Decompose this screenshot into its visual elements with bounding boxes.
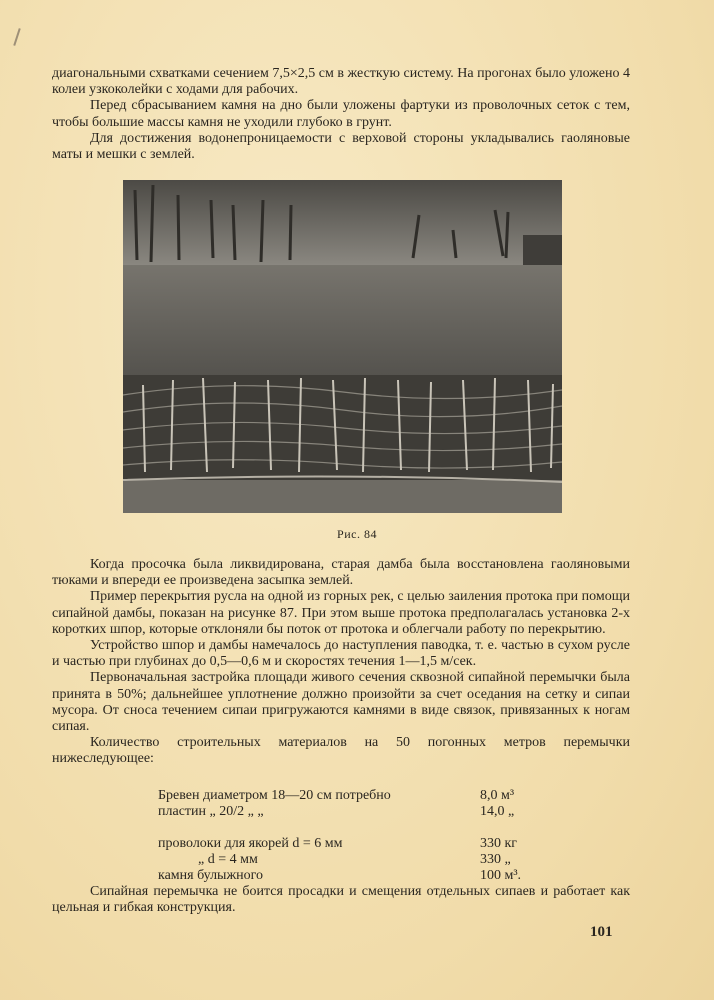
figure-caption: Рис. 84 xyxy=(337,527,377,541)
material-quantity: 330 „ xyxy=(480,852,511,867)
paragraph: Когда просочка была ликвидирована, старая дамба была восстановлена гаоляновыми тюками и впереди ее произведена засыпка землей. xyxy=(52,557,630,589)
text-block-top xyxy=(52,66,630,163)
figure-photo xyxy=(123,180,562,513)
material-row xyxy=(158,852,558,868)
paragraph: Перед сбрасыванием камня на дно были уложены фартуки из проволочных сеток с тем, чтобы большие массы камня не уходили глубоко в грунт. xyxy=(52,98,630,130)
paragraph: Устройство шпор и дамбы намечалось до наступления паводка, т. е. частью в сухом русле и частью при глубинах до 0,5—0,6 м и скоростях течения 1—1,5 м/сек. xyxy=(52,638,630,670)
paragraph: Для достижения водонепроницаемости с верховой стороны укладывались гаоляновые маты и мешки с землей. xyxy=(52,130,630,163)
material-row xyxy=(158,788,558,804)
paragraph: Количество строительных материалов на 50 погонных метров перемычки нижеследующее: xyxy=(52,735,630,767)
paragraph: Первоначальная застройка площади живого сечения сквозной сипайной перемычки была принята в 50%; дальнейшее уплотнение должно произойти за счет оседания на сетку и сипаи мусора. От сноса течением сипаи пригружаются камнями в виде связок, привязанных к ногам сипая. xyxy=(52,670,630,735)
paragraph: Сипайная перемычка не боится просадки и смещения отдельных сипаев и работает как цельная и гибкая конструкция. xyxy=(52,884,630,916)
materials-list xyxy=(158,788,558,884)
material-row xyxy=(158,836,558,852)
material-quantity: 14,0 „ xyxy=(480,804,515,819)
dam-photo-illustration xyxy=(123,180,562,513)
material-name: камня булыжного xyxy=(158,868,264,883)
material-row xyxy=(158,804,558,836)
text-block-middle xyxy=(52,557,630,768)
text-block-bottom xyxy=(52,884,630,916)
material-quantity: 330 кг xyxy=(480,836,518,851)
pencil-mark xyxy=(13,28,20,46)
page-number: 101 xyxy=(590,924,613,940)
material-name: проволоки для якорей d = 6 мм xyxy=(158,836,343,851)
material-name: „ d = 4 мм xyxy=(198,852,258,867)
material-row xyxy=(158,868,558,884)
paragraph: Пример перекрытия русла на одной из горных рек, с целью заиления протока при помощи сипайной дамбы, показан на рисунке 87. При этом выше протока предполагалась установка 2-х коротких шпор, которые отклоняли бы поток от протока и облегчали работу по перекрытию. xyxy=(52,589,630,637)
material-quantity: 100 м³. xyxy=(480,868,522,883)
material-quantity: 8,0 м³ xyxy=(480,788,515,803)
material-name: Бревен диаметром 18—20 см потребно xyxy=(158,788,391,803)
material-name: пластин „ 20/2 „ „ xyxy=(158,804,264,819)
paragraph: диагональными схватками сечением 7,5×2,5 см в жесткую систему. На прогонах было уложено 4 колеи узкоколейки с ходами для рабочих. xyxy=(52,66,630,98)
